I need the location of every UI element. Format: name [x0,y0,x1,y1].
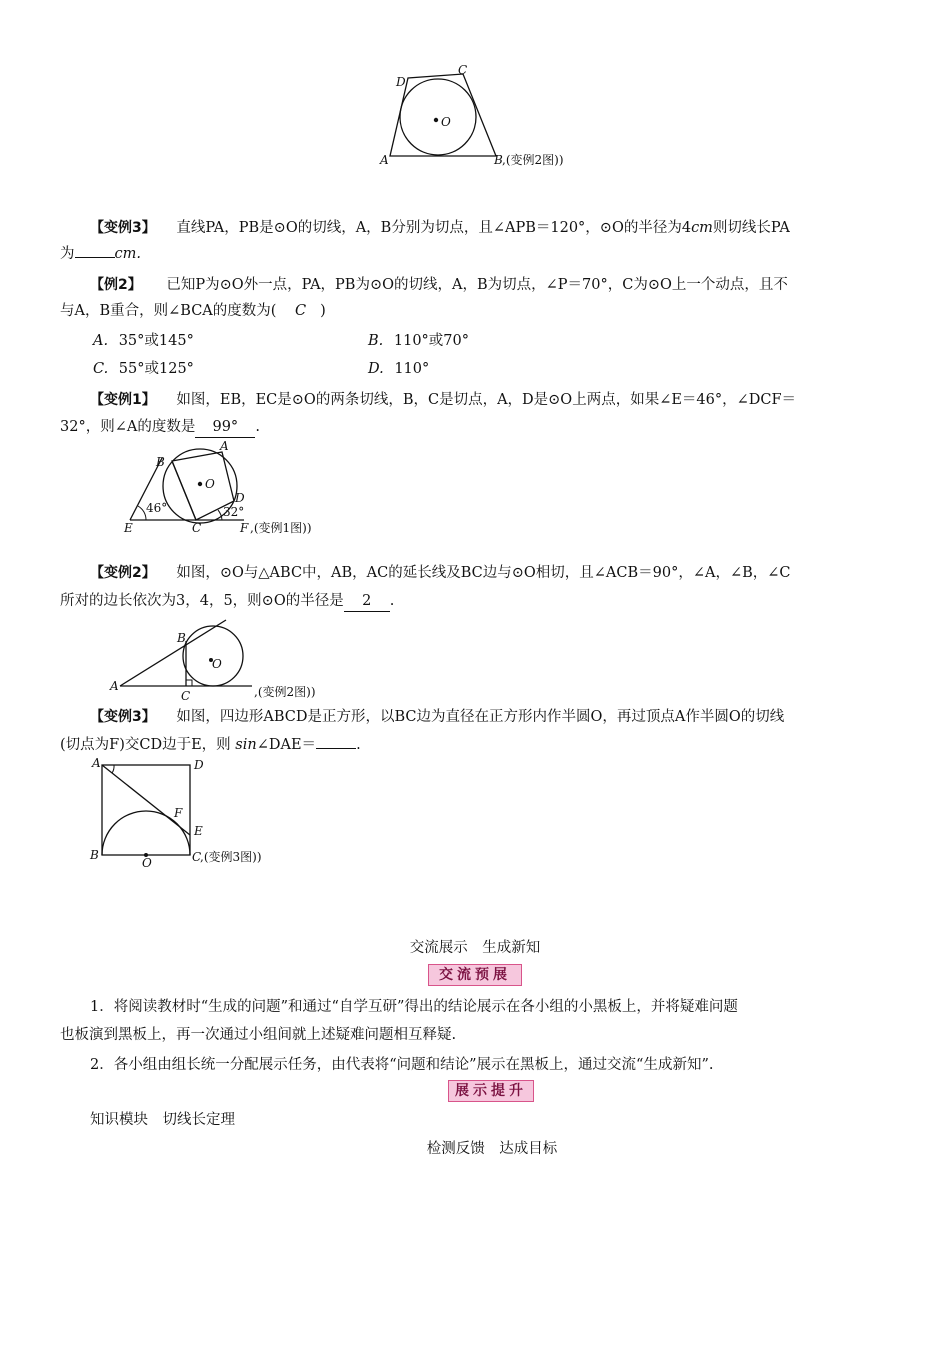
variant-text: 如图，⊙O与△ABC中，AB，AC的延长线及BC边与⊙O相切，且∠ACB＝90°，∠A，∠B，∠C [176,565,791,581]
excircle-o [183,626,243,686]
variant3-line2 [60,735,361,755]
variant1-line1 [90,390,796,410]
label-e: E [124,521,133,535]
variant1-line2 [60,417,260,438]
label-b: B [177,631,186,645]
variant-text-cont: ∠DAE＝ [256,737,317,753]
example2-line2 [60,301,326,321]
unit-cm: cm [691,220,713,236]
question-text-cont: 则切线长PA [712,220,790,236]
label-a: A [220,440,229,453]
sin-label: sin [235,737,257,753]
option-a [93,331,194,351]
variant-text: (切点为F)交CD边于E，则 [60,737,231,753]
label-o: O [212,657,222,671]
answer-blank [316,748,356,749]
question-text: 为 [60,246,75,262]
end-mark: . [389,593,395,609]
label-b: B [156,455,165,469]
option-c [93,359,194,379]
variant-text: 如图，四边形ABCD是正方形，以BC边为直径在正方形内作半圆O，再过顶点A作半圆O的切线 [176,709,785,725]
label-o: O [142,856,152,870]
figure-trapezoid-incircle [370,60,620,175]
line-cb [172,461,196,520]
option-letter: B. [368,333,384,349]
line-ab [120,620,226,686]
variant-tag: 【变例3】 [90,709,156,725]
label-a: A [92,756,101,770]
end-mark: . [356,737,361,753]
paragraph-1b: 也板演到黑板上，再一次通过小组间就上述疑难问题相互释疑. [60,1027,457,1043]
example-text: 已知P为⊙O外一点，PA，PB为⊙O的切线，A，B为切点，∠P＝70°，C为⊙O上一个动点，且不 [166,277,788,293]
paragraph-2: 2．各小组由组长统一分配展示任务，由代表将“问题和结论”展示在黑板上，通过交流“生成新知”. [90,1057,714,1073]
knowledge-module: 知识模块 切线长定理 [90,1112,235,1128]
figure-variant1 [118,440,378,538]
variant3-line1 [90,707,784,727]
section-heading-2: 检测反馈 达成目标 [426,1141,558,1157]
variant2-line2 [60,591,394,612]
label-o: O [205,477,215,491]
question-text: 直线PA，PB是⊙O的切线，A，B分别为切点，且∠APB＝120°，⊙O的半径为4 [176,220,692,236]
label-c: C [458,63,468,77]
variant2-line1 [90,563,791,583]
paren-close: ) [320,303,326,319]
line-ae [102,765,190,835]
end-mark: . [255,419,260,435]
angle-f-label: 32° [223,505,245,519]
center-dot [198,482,202,486]
figure-caption: ,(变例3图)) [200,850,262,864]
variant-text: 32°，则∠A的度数是 [60,419,196,435]
option-d [368,359,429,379]
option-b [368,331,469,351]
variant-text: 如图，EB，EC是⊙O的两条切线，B，C是切点，A，D是⊙O上两点，如果∠E＝46°，∠DCF＝ [176,392,797,408]
figure-variant2 [100,610,370,705]
badge-exchange-preview: 交流预展 [428,964,522,986]
answer-blank: 99° [195,417,255,438]
option-letter: A. [93,333,109,349]
label-c: C [192,521,202,535]
figure-caption: ,(变例2图)) [254,685,316,699]
answer-blank [75,257,115,258]
label-d: D [194,758,204,772]
example2-line1 [90,275,788,295]
unit-cm: cm. [114,246,141,262]
option-letter: D. [368,361,384,377]
paragraph-1a: 1．将阅读教材时“生成的问题”和通过“自学互研”得出的结论展示在各小组的小黑板上，并将疑难问题 [90,999,738,1015]
variant-text: 所对的边长依次为3，4，5，则⊙O的半径是 [60,593,344,609]
angle-arc-a [112,765,114,773]
label-b: B [494,153,503,167]
label-a: A [380,153,389,167]
figure-caption: ,(变例2图)) [502,153,564,167]
option-letter: C. [93,361,109,377]
label-f: F [174,806,183,820]
angle-arc-e [138,506,146,520]
label-c: C [181,689,191,703]
variant-tag: 【变例2】 [90,565,156,581]
figure-caption: ,(变例1图)) [250,521,312,535]
section-heading: 交流展示 生成新知 [409,940,541,956]
label-d: D [396,75,406,89]
example-tag: 【例2】 [90,277,142,293]
label-o: O [441,115,451,129]
option-text: 55°或125° [118,361,194,377]
example-answer: C [295,303,307,319]
question-variant3-top [90,218,790,238]
badge-display-improve: 展示提升 [448,1080,534,1102]
right-angle-mark [186,680,192,686]
option-text: 35°或145° [118,333,194,349]
example-text: 与A，B重合，则∠BCA的度数为( [60,303,277,319]
question-tag: 【变例3】 [90,220,156,236]
answer-blank: 2 [344,591,390,612]
option-text: 110° [394,361,430,377]
label-a: A [110,679,119,693]
label-c: C [192,850,202,864]
question-variant3-top-line2 [60,244,141,264]
label-b: B [90,848,99,862]
option-text: 110°或70° [393,333,470,349]
angle-e-label: 46° [146,501,168,515]
figure-variant3 [88,755,328,873]
incircle [400,79,476,155]
label-f: F [240,521,249,535]
variant-tag: 【变例1】 [90,392,156,408]
label-d: D [235,491,245,505]
label-e: E [194,824,203,838]
center-dot [434,118,438,122]
